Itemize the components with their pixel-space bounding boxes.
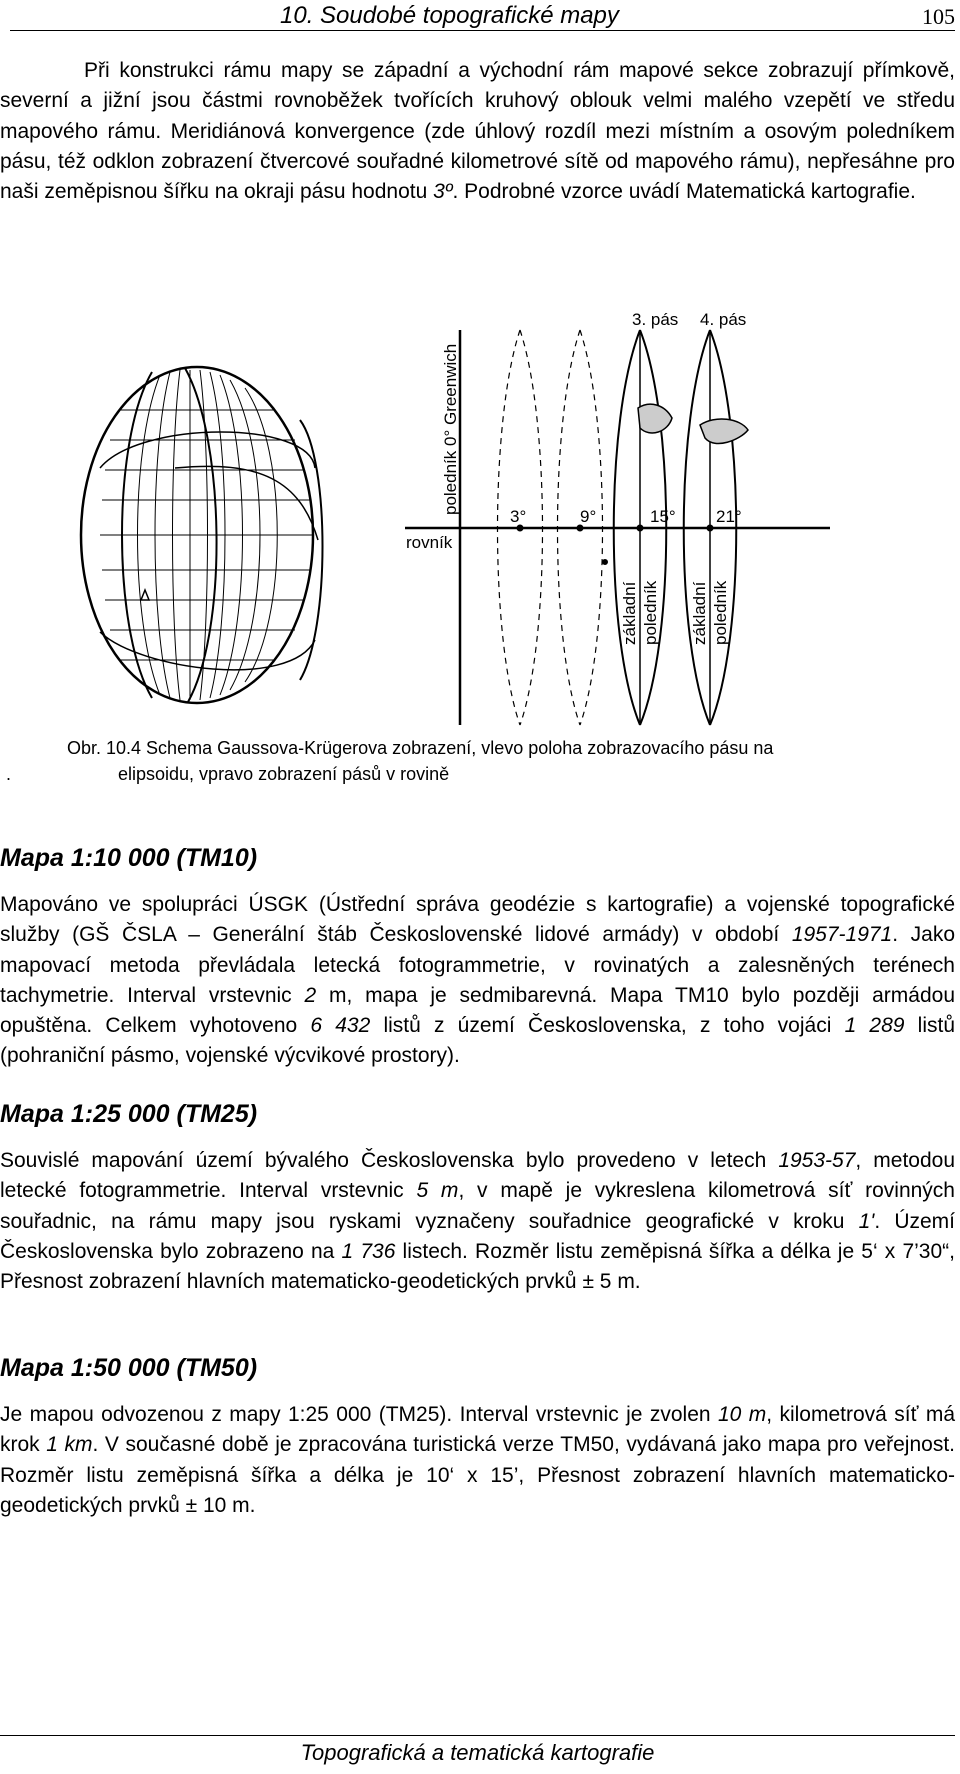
tm10-italic-3: 6 432 [310,1014,371,1038]
tm10-italic-4: 1 289 [844,1014,905,1038]
tm25-text-4: . Území Československa bylo zobrazeno na [0,1209,955,1263]
label-basic-zone-4: základní [690,581,709,645]
tm25-text-3: , v mapě je vykreslena kilometrová síť rovinných souřadnic, na rámu mapy jsou ryskami vyznačeny souřadnice geografické v kroku [0,1179,955,1233]
page-header [10,0,955,31]
intro-paragraph [0,56,955,207]
footer-rule [0,1735,955,1736]
tm25-text-2: , metodou letecké fotogrammetrie. Interval vrstevnic [0,1149,955,1203]
label-deg-9: 9° [580,507,597,526]
tm25-text-1: Souvislé mapování území bývalého Československa bylo provedeno v letech [0,1149,779,1172]
figure-caption-line-2: elipsoidu, vpravo zobrazení pásů v rovině [118,764,450,784]
label-meridian-zone-4: poledník [711,580,730,645]
intro-italic-1: 3º [433,180,453,204]
intro-text-2: . Podrobné vzorce uvádí Matematická kartografie. [452,180,916,204]
figure-labels [406,310,746,645]
figure-caption-dot: . [6,764,12,784]
tm50-text-2: , kilometrová síť má krok [0,1403,956,1457]
tm50-italic-1: 10 m [717,1403,767,1426]
label-deg-21: 21° [716,507,742,526]
tm10-italic-1: 1957-1971 [791,923,893,947]
label-deg-3: 3° [510,507,527,526]
figure-caption-line-1: Obr. 10.4 Schema Gaussova-Krügerova zobrazení, vlevo poloha zobrazovacího pásu na [67,738,774,758]
tm25-italic-2: 5 m [416,1179,459,1203]
tm10-text-1: Mapováno ve spolupráci ÚSGK (Ústřední správa geodézie s kartografie) a vojenské topografické služby (GŠ ČSLA – Generální štáb Československé lidové armády) v období [0,893,955,947]
tm25-italic-4: 1 736 [341,1239,396,1263]
label-greenwich: poledník 0° Greenwich [441,343,460,515]
tm10-text-5: listů (pohraniční pásmo, vojenské výcvikové prostory). [0,1014,955,1068]
tm10-text-3: m, mapa je sedmibarevná. Mapa TM10 bylo později armádou opuštěna. Celkem vyhotoveno [0,983,955,1038]
gauss-kruger-figure [60,300,920,730]
heading-tm10: Mapa 1:10 000 (TM10) [0,844,258,872]
tm25-text-5: listech. Rozměr listu zeměpisná šířka a délka je 5‘ x 7’30“, Přesnost zobrazení hlavních matematicko-geodetických prvků ± 5 m. [0,1239,955,1294]
zones-plane-drawing [405,330,830,725]
intro-text-1: Při konstrukci rámu mapy se západní a východní rám mapové sekce zobrazují přímkově, severní a jižní jsou částmi rovnoběžek tvořících kruhový oblouk velmi malého vzepětí ve středu mapového rámu. Meridiánová konvergence (zde úhlový rozdíl mezi místním a osovým poledníkem pásu, též odklon zobrazení čtvercové souřadné kilometrové sítě od mapového rámu), nepřesáhne pro naši zeměpisnou šířku na okraji pásu hodnotu [0,59,955,204]
label-basic-zone-3: základní [620,581,639,645]
label-deg-15: 15° [650,507,676,526]
label-zone-4: 4. pás [700,310,747,329]
heading-tm50: Mapa 1:50 000 (TM50) [0,1354,258,1382]
ellipsoid-drawing [81,367,323,703]
tm10-italic-2: 2 [304,983,317,1007]
tm10-paragraph [0,890,955,1072]
chapter-title: 10. Soudobé topografické mapy [280,2,619,29]
tm25-italic-1: 1953-57 [778,1149,856,1172]
tm25-italic-3: 1' [858,1209,875,1233]
tm25-paragraph [0,1146,955,1297]
page-footer: Topografická a tematická kartografie [300,1740,655,1765]
tm50-italic-2: 1 km [46,1433,93,1457]
label-zone-3: 3. pás [632,310,679,329]
tm10-text-2: . Jako mapovací metoda převládala letecká fotogrammetrie, v rovinatých a zalesněných terénech tachymetrie. Interval vrstevnic [0,923,955,1007]
label-equator: rovník [406,533,453,552]
page-number: 105 [922,4,955,29]
tm50-text-3: . V současné době je zpracována turistická verze TM50, vydávaná jako mapa pro veřejnost. Rozměr listu zeměpisná šířka a délka je 10‘ x 15’, Přesnost zobrazení hlavních matematicko-geodetických prvků ± 10 m. [0,1433,955,1517]
heading-tm25: Mapa 1:25 000 (TM25) [0,1100,258,1128]
tm10-text-4: listů z území Československa, z toho vojáci [370,1014,845,1038]
tm50-text-1: Je mapou odvozenou z mapy 1:25 000 (TM25). Interval vrstevnic je zvolen [0,1403,718,1426]
tm50-paragraph [0,1400,955,1521]
label-meridian-zone-3: poledník [641,580,660,645]
